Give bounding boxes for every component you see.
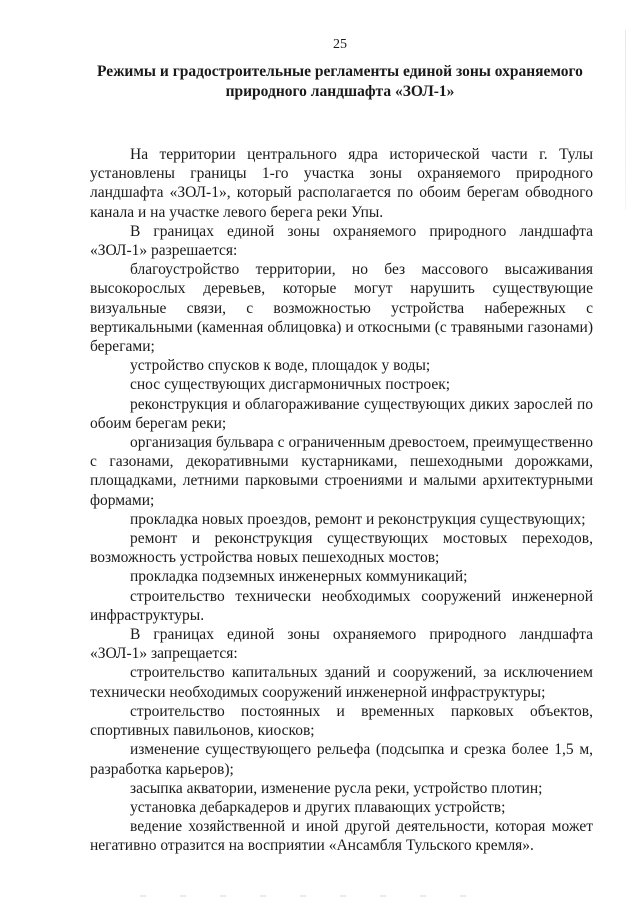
page-number: 25 [333, 37, 347, 52]
paragraph: В границах единой зоны охраняемого природного ландшафта «ЗОЛ-1» запрещается: [90, 626, 593, 663]
list-item: организация бульвара с ограниченным древостоем, преимущественно с газонами, декоративными кустарниками, пешеходными дорожками, площадками, летними парковыми строениями и малыми архитектурными формами; [90, 434, 593, 509]
list-item: строительство технически необходимых сооружений инженерной инфраструктуры. [90, 587, 593, 624]
list-item: устройство спусков к воде, площадок у воды; [130, 357, 431, 375]
document-body [90, 145, 593, 856]
section-title: Режимы и градостроительные регламенты единой зоны охраняемого природного ландшафта «ЗОЛ-1» [97, 63, 583, 100]
list-item: прокладка новых проездов, ремонт и реконструкция существующих; [130, 510, 586, 528]
list-item: установка дебаркадеров и других плавающих устройств; [130, 798, 506, 816]
list-item: реконструкция и облагораживание существующих диких зарослей по обоим берегам реки; [90, 395, 593, 432]
paragraph: На территории центрального ядра исторической части г. Тулы установлены границы 1-го участка зоны охраняемого природного ландшафта «ЗОЛ-1», который располагается по обоим берегам обводного канала и на участке левого берега реки Упы. [90, 146, 593, 221]
list-item: прокладка подземных инженерных коммуникаций; [130, 568, 468, 586]
scan-edge-mark [625, 30, 626, 210]
list-item: ведение хозяйственной и иной другой деятельности, которая может негативно отразится на восприятии «Ансамбля Тульского кремля». [90, 818, 593, 855]
list-item: ремонт и реконструкция существующих мостовых переходов, возможность устройства новых пешеходных мостов; [90, 530, 593, 567]
list-item: строительство капитальных зданий и сооружений, за исключением технически необходимых сооружений инженерной инфраструктуры; [90, 664, 593, 701]
paragraph: В границах единой зоны охраняемого природного ландшафта «ЗОЛ-1» разрешается: [90, 222, 593, 260]
list-item: изменение существующего рельефа (подсыпка и срезка более 1,5 м, разработка карьеров); [90, 741, 593, 778]
list-item: благоустройство территории, но без массового высаживания высокорослых деревьев, которые могут нарушить существующие визуальные связи, с возможностью устройства набережных с вертикальными (каменная облицовка) и откосными (с травяными газонами) берегами; [90, 261, 593, 356]
scan-artifact [140, 895, 500, 897]
list-item: снос существующих дисгармоничных построек; [130, 376, 451, 394]
list-item: строительство постоянных и временных парковых объектов, спортивных павильонов, киосков; [90, 702, 593, 740]
list-item: засыпка акватории, изменение русла реки, устройство плотин; [130, 779, 543, 797]
